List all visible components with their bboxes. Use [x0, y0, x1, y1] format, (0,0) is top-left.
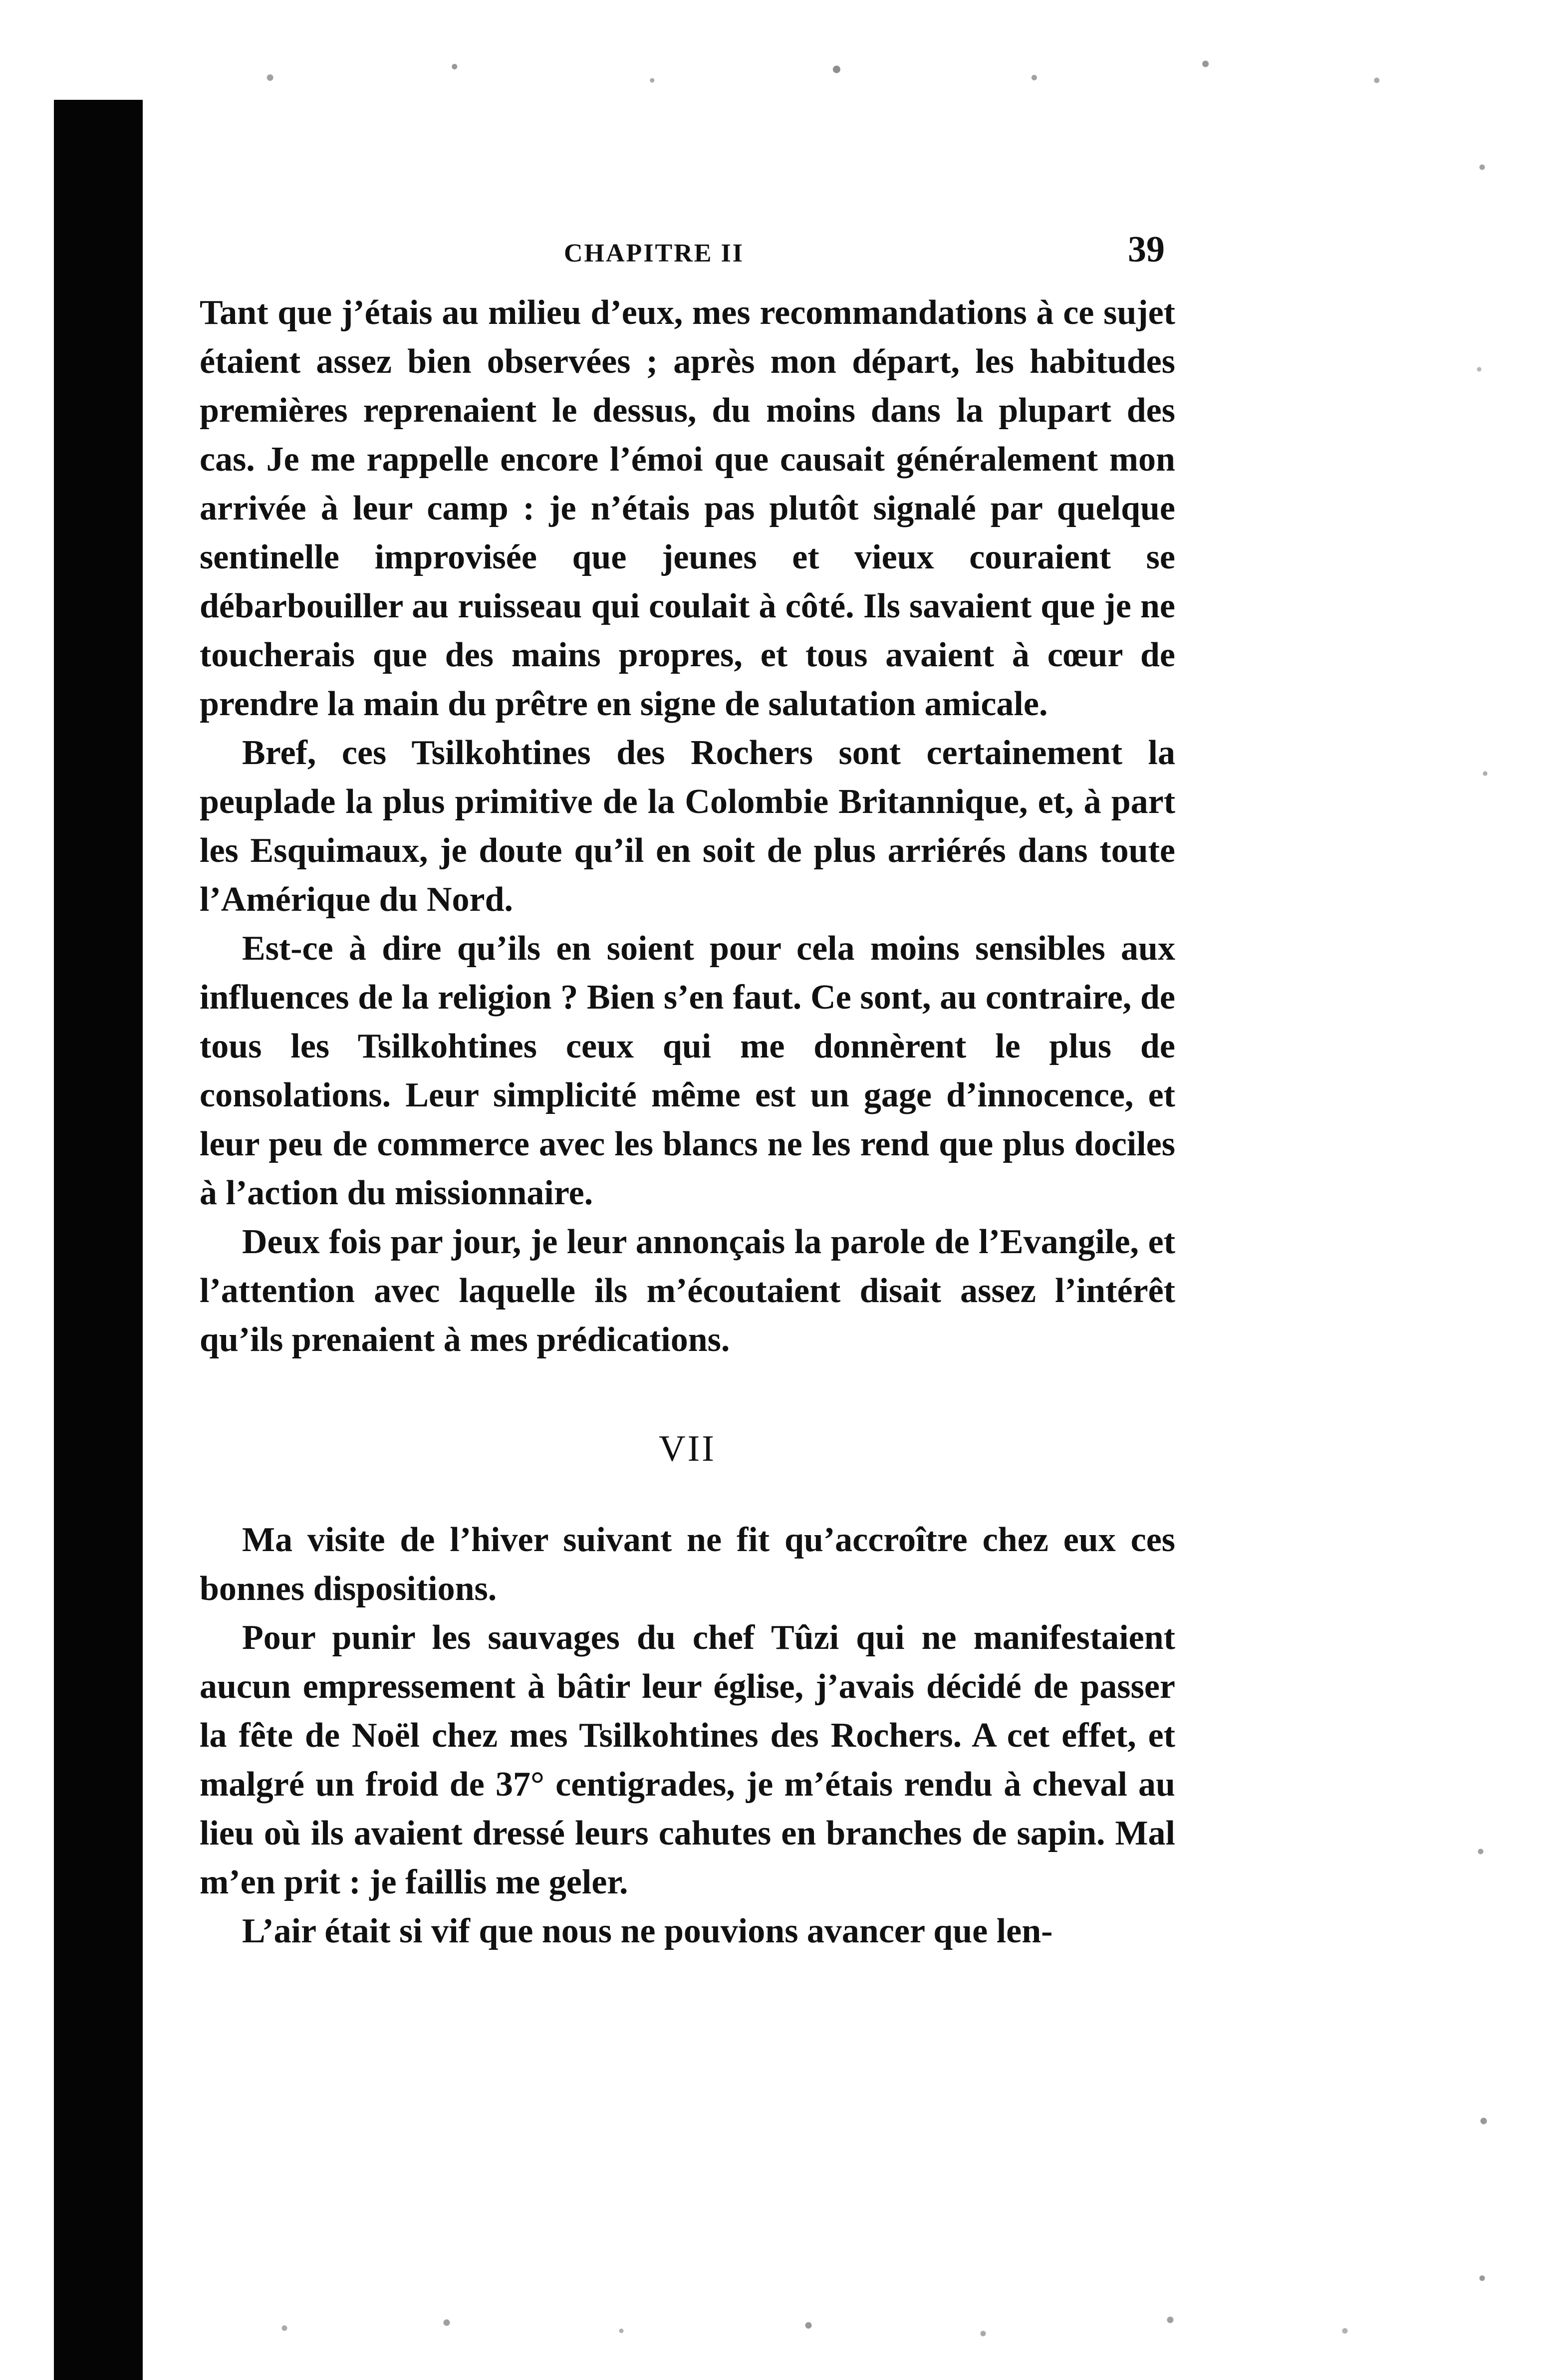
- page-number: 39: [1128, 229, 1165, 270]
- scan-noise-right: [1467, 100, 1497, 2346]
- paragraph-3: Est-ce à dire qu’ils en soient pour cela moins sensibles aux influences de la religion ? Bien s’en faut. Ce sont, au contraire, de tous les Tsilkohtines ceux qui me donnèrent le plus de consolations. Leur simplicité même est un gage d’innocence, et leur peu de commerce avec les blancs ne les rend que plus dociles à l’action du missionnaire.: [200, 929, 1175, 1212]
- page-body: [200, 288, 1175, 1956]
- paragraph-1: Tant que j’étais au milieu d’eux, mes recommandations à ce sujet étaient assez bien observées ; après mon départ, les habitudes premières reprenaient le dessus, du moins dans la plupart des cas. Je me rappelle encore l’émoi que causait généralement mon arrivée à leur camp : je n’étais pas plutôt signalé par quelque sentinelle improvisée que jeunes et vieux couraient se débarbouiller au ruisseau qui coulait à côté. Ils savaient que je ne toucherais que des mains propres, et tous avaient à cœur de prendre la main du prêtre en signe de salutation amicale.: [200, 293, 1175, 723]
- running-head: CHAPITRE II: [564, 239, 744, 267]
- paragraph-5: Ma visite de l’hiver suivant ne fit qu’accroître chez eux ces bonnes dispositions.: [200, 1521, 1175, 1608]
- binding-edge: [54, 100, 143, 2380]
- scan-noise-bottom: [210, 2301, 1457, 2356]
- paragraph-6: Pour punir les sauvages du chef Tûzi qui ne manifestaient aucun empressement à bâtir leur église, j’avais décidé de passer la fête de Noël chez mes Tsilkohtines des Rochers. A cet effet, et malgré un froid de 37° centigrades, je m’étais rendu à cheval au lieu où ils avaient dressé leurs cahutes en branches de sapin. Mal m’en prit : je faillis me geler.: [200, 1618, 1175, 1901]
- paragraph-2: Bref, ces Tsilkohtines des Rochers sont certainement la peuplade la plus primitive de la Colombie Britannique, et, à part les Esquimaux, je doute qu’il en soit de plus arriérés dans toute l’Amérique du Nord.: [200, 734, 1175, 919]
- section-number: VII: [659, 1428, 716, 1469]
- paragraph-4: Deux fois par jour, je leur annonçais la parole de l’Evangile, et l’attention avec laquelle ils m’écoutaient disait assez l’intérêt qu’ils prenaient à mes prédications.: [200, 1223, 1175, 1359]
- scan-noise-top: [165, 47, 1482, 102]
- paragraph-7: L’air était si vif que nous ne pouvions avancer que len-: [242, 1912, 1053, 1950]
